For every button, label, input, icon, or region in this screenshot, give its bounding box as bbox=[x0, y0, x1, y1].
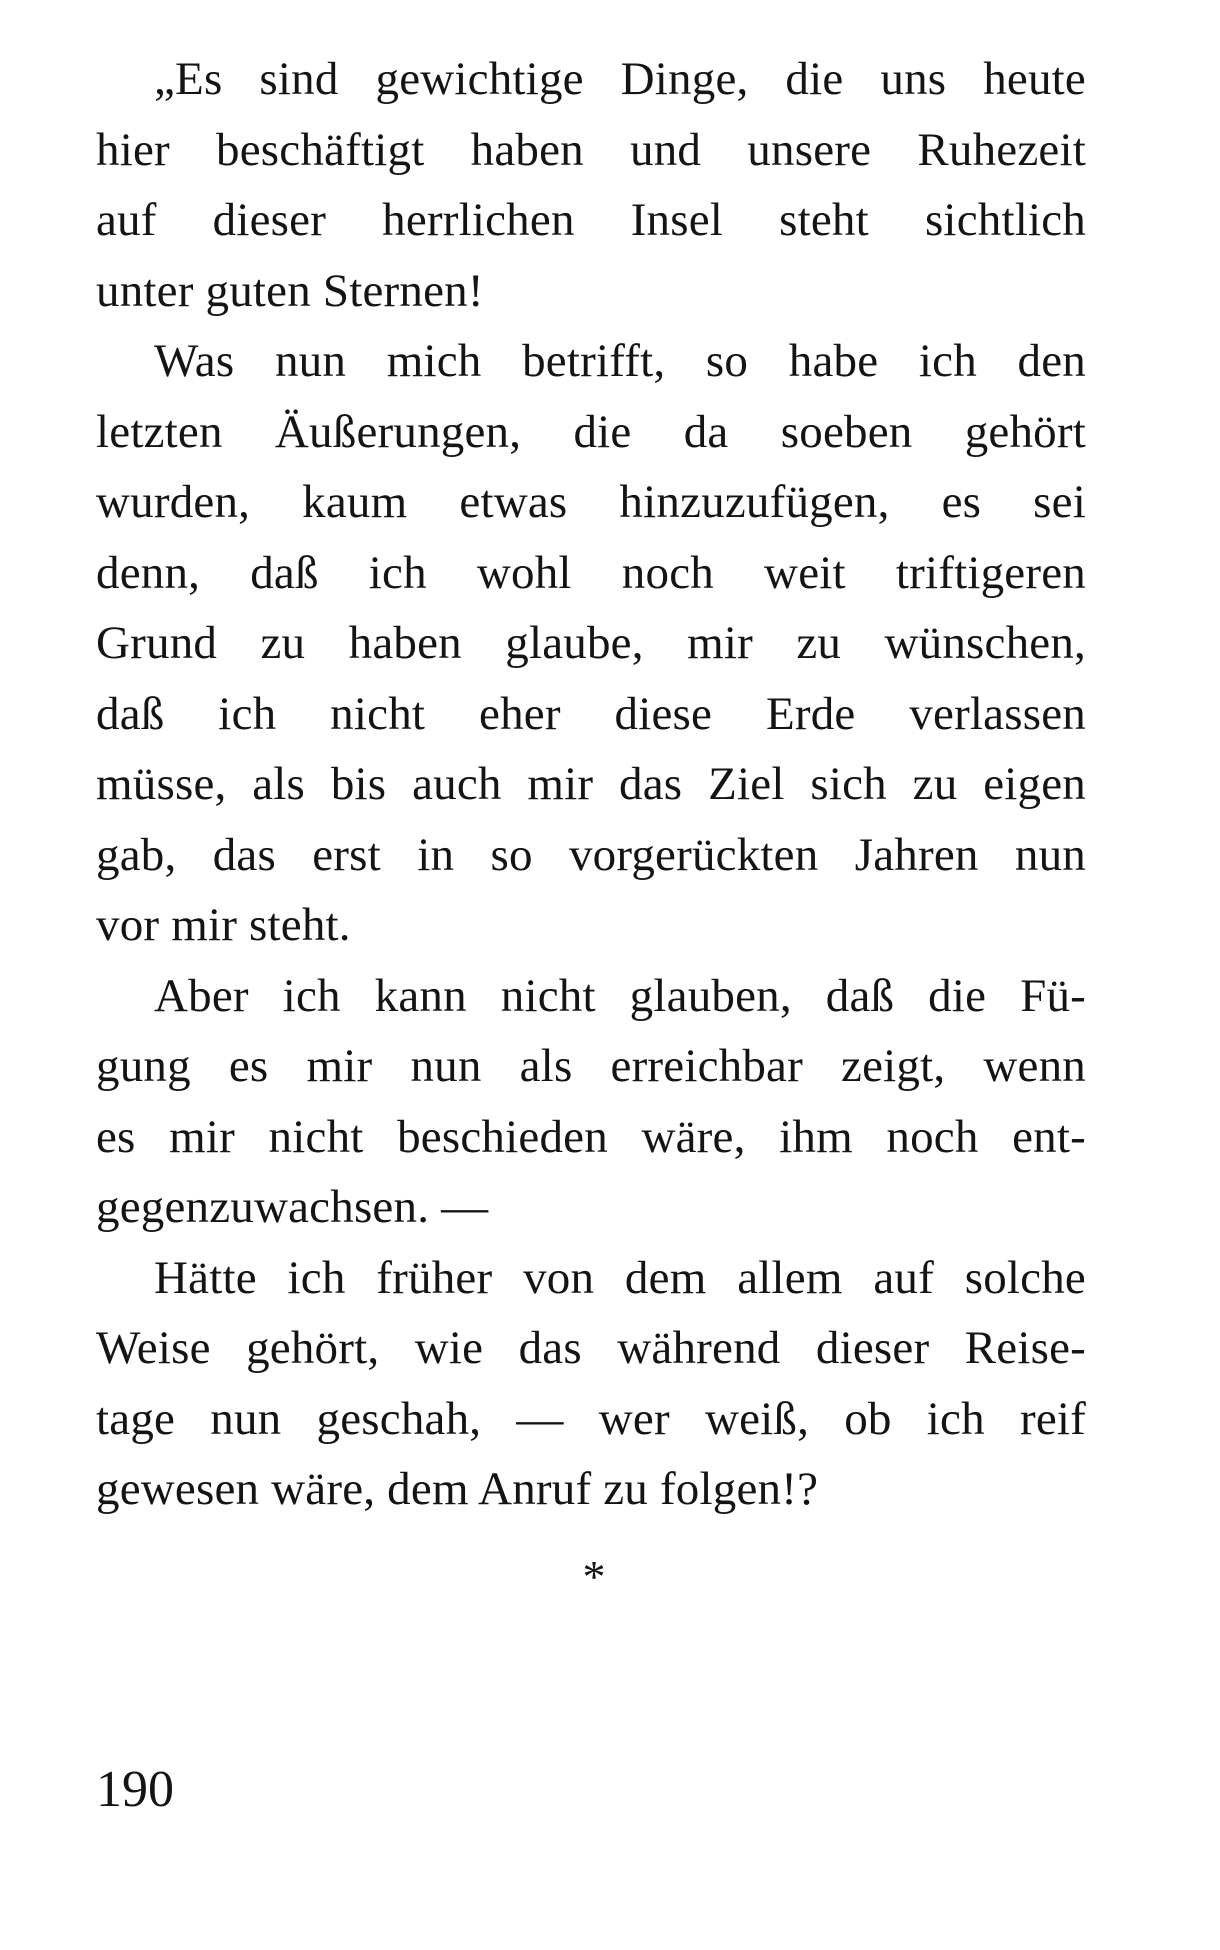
text-line: Aber ich kann nicht glauben, daß die Fü- bbox=[154, 969, 1086, 1022]
paragraph bbox=[96, 44, 1086, 326]
text-line: vor mir steht. bbox=[96, 899, 351, 951]
text-line: Grund zu haben glaube, mir zu wünschen, bbox=[96, 617, 1086, 669]
body-text bbox=[96, 44, 1086, 1525]
text-line: „Es sind gewichtige Dinge, die uns heute bbox=[154, 53, 1086, 105]
paragraph bbox=[96, 1243, 1086, 1525]
text-line: Was nun mich betrifft, so habe ich den bbox=[154, 335, 1086, 387]
text-line: es mir nicht beschieden wäre, ihm noch ent- bbox=[96, 1110, 1086, 1163]
text-line: letzten Äußerungen, die da soeben gehört bbox=[96, 405, 1086, 458]
text-line: Hätte ich früher von dem allem auf solche bbox=[154, 1251, 1086, 1304]
paragraph bbox=[96, 961, 1086, 1243]
paragraph bbox=[96, 326, 1086, 961]
text-line: gung es mir nun als erreichbar zeigt, wenn bbox=[96, 1040, 1086, 1092]
text-line: tage nun geschah, — wer weiß, ob ich reif bbox=[96, 1392, 1086, 1445]
text-line: unter guten Sternen! bbox=[96, 264, 484, 317]
text-line: daß ich nicht eher diese Erde verlassen bbox=[96, 687, 1086, 740]
text-line: hier beschäftigt haben und unsere Ruhezeit bbox=[96, 123, 1086, 176]
text-line: wurden, kaum etwas hinzuzufügen, es sei bbox=[96, 476, 1086, 528]
text-line: gegenzuwachsen. — bbox=[96, 1181, 489, 1233]
text-line: gewesen wäre, dem Anruf zu folgen!? bbox=[96, 1463, 819, 1515]
text-line: auf dieser herrlichen Insel steht sichtlich bbox=[96, 194, 1086, 246]
section-break-asterisk: * bbox=[582, 1551, 606, 1602]
text-line: denn, daß ich wohl noch weit triftigeren bbox=[96, 546, 1086, 599]
page-number: 190 bbox=[96, 1761, 174, 1818]
text-line: Weise gehört, wie das während dieser Reise- bbox=[96, 1322, 1086, 1374]
text-line: müsse, als bis auch mir das Ziel sich zu eigen bbox=[96, 758, 1086, 810]
text-line: gab, das erst in so vorgerückten Jahren nun bbox=[96, 828, 1086, 881]
